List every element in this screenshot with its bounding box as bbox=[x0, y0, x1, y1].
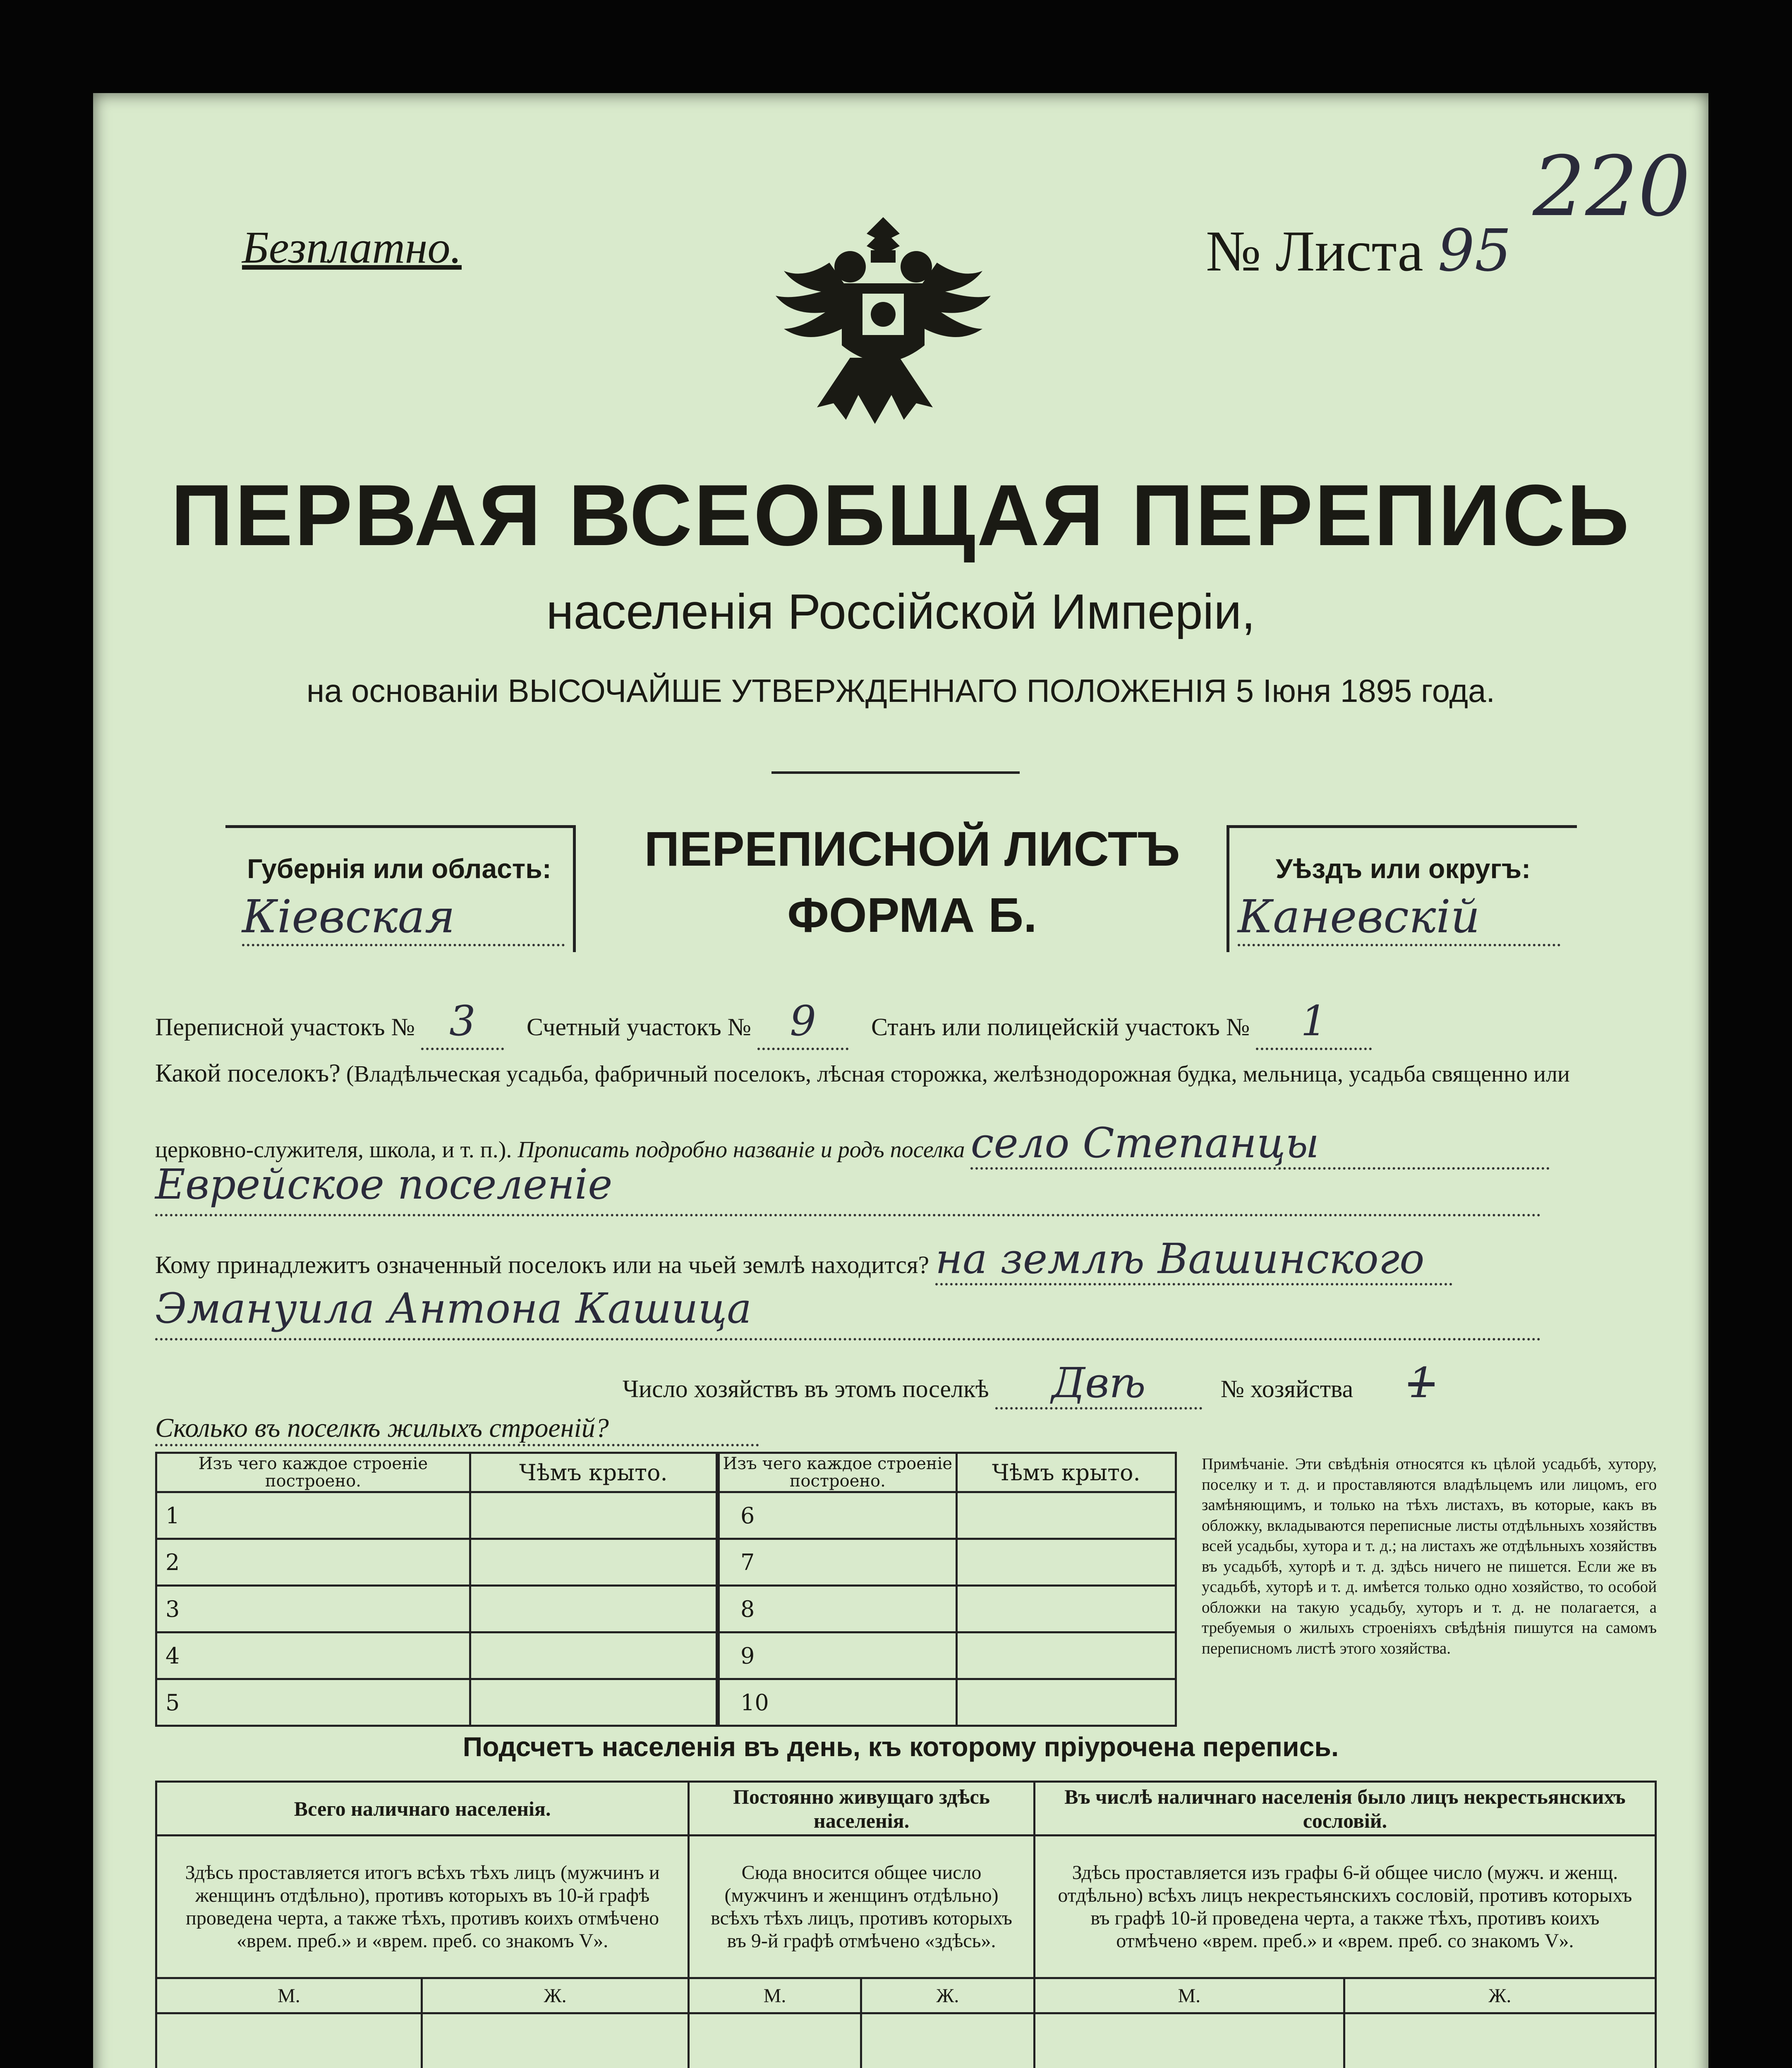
free-label: Безплатно. bbox=[242, 222, 462, 273]
building-roof-cell[interactable] bbox=[956, 1492, 1176, 1539]
note-text: Примѣчаніе. Эти свѣдѣнія относятся къ цѣлой усадьбѣ, хутору, поселку и т. д. и проставляются владѣльцемъ или лицомъ, его замѣняющимъ, и только на тѣхъ листахъ, въ которые, какъ въ обложку, вкладываются переписные листы отдѣльныхъ хозяйствъ всей усадьбы, хутора и т. д.; на листахъ же отдѣльныхъ хозяйствъ въ усадьбѣ, хуторѣ и т. д. здѣсь ничего не пишется. Если же въ усадьбѣ, хуторѣ и т. д. имѣется только одно хозяйство, то особой обложки на такую усадьбу, хуторъ и т. д. не полагается, а требуемыя о жилыхъ строеніяхъ свѣдѣнія пишутся на самомъ переписномъ листѣ этого хозяйства. bbox=[1202, 1455, 1657, 1657]
building-roof-cell[interactable] bbox=[956, 1539, 1176, 1586]
building-row-num: 2 bbox=[156, 1539, 470, 1586]
building-roof-cell[interactable] bbox=[470, 1492, 716, 1539]
count-cell[interactable] bbox=[422, 2013, 688, 2068]
building-roof-cell[interactable] bbox=[470, 1632, 716, 1679]
building-row-num: 1 bbox=[156, 1492, 470, 1539]
schet-value: 9 bbox=[757, 995, 848, 1050]
count-header-present: Всего наличнаго населенія. bbox=[156, 1782, 689, 1836]
settlement-hint2: церковно-служителя, школа, и т. п.). bbox=[155, 1137, 512, 1163]
col-male: М. bbox=[1034, 1978, 1344, 2013]
building-row-num: 10 bbox=[719, 1679, 957, 1726]
col-material: Изъ чего каждое строеніе построено. bbox=[719, 1453, 957, 1492]
sheet-number-value: 95 bbox=[1437, 217, 1512, 285]
owner-value2: Эмануила Антона Кашица bbox=[155, 1284, 1541, 1340]
sheet-number-label: № Листа bbox=[1206, 219, 1423, 283]
count-cell[interactable] bbox=[1344, 2013, 1655, 2068]
households-count-value: Двѣ bbox=[995, 1359, 1202, 1410]
col-roof: Чѣмъ крыто. bbox=[956, 1453, 1176, 1492]
stan-label: Станъ или полицейскій участокъ № bbox=[871, 1013, 1250, 1041]
building-roof-cell[interactable] bbox=[956, 1679, 1176, 1726]
count-desc-nonpeasant: Здѣсь проставляется изъ графы 6-й общее число (мужч. и женщ. отдѣльно) всѣхъ лицъ некрестьянскихъ сословій, противъ которыхъ въ графѣ 10-й проведена черта, а также тѣхъ, противъ коихъ отмѣчено «врем. преб.» и «врем. преб. со знакомъ V». bbox=[1034, 1836, 1655, 1978]
count-desc-permanent: Сюда вносится общее число (мужчинъ и женщинъ отдѣльно) всѣхъ тѣхъ лицъ, противъ которыхъ въ 9-й графѣ отмѣчено «здѣсь». bbox=[689, 1836, 1035, 1978]
census-sheet bbox=[93, 93, 1708, 2068]
divider bbox=[771, 771, 1020, 774]
double-headed-eagle-icon bbox=[767, 201, 999, 432]
households-count-label: Число хозяйствъ въ этомъ поселкѣ bbox=[623, 1375, 989, 1403]
districts-line bbox=[155, 995, 1562, 1050]
settlement-hint1: (Владѣльческая усадьба, фабричный поселокъ, лѣсная сторожка, желѣзнодорожная будка, мельница, усадьба священно или bbox=[346, 1061, 1570, 1087]
stan-value: 1 bbox=[1256, 995, 1372, 1050]
col-female: Ж. bbox=[422, 1978, 688, 2013]
count-cell[interactable] bbox=[861, 2013, 1034, 2068]
main-title: ПЕРВАЯ ВСЕОБЩАЯ ПЕРЕПИСЬ bbox=[170, 467, 1631, 564]
basis-line: на основаніи ВЫСОЧАЙШЕ УТВЕРЖДЕННАГО ПОЛОЖЕНІЯ 5 Іюня 1895 года. bbox=[306, 673, 1495, 709]
buildings-table-right bbox=[718, 1452, 1177, 1727]
corner-number: 220 bbox=[1533, 139, 1691, 235]
building-roof-cell[interactable] bbox=[956, 1632, 1176, 1679]
households-no-label: № хозяйства bbox=[1220, 1375, 1354, 1403]
gubernia-box bbox=[225, 825, 576, 952]
building-row-num: 8 bbox=[719, 1586, 957, 1632]
count-desc-present: Здѣсь проставляется итогъ всѣхъ тѣхъ лицъ (мужчинъ и женщинъ отдѣльно), противъ которыхъ въ 10-й графѣ проведена черта, а также тѣхъ, противъ коихъ отмѣчено «врем. преб.» и «врем. преб. со знакомъ V». bbox=[156, 1836, 689, 1978]
households-line bbox=[623, 1359, 1615, 1410]
col-male: М. bbox=[689, 1978, 861, 2013]
building-row-num: 6 bbox=[719, 1492, 957, 1539]
settlement-question-label: Какой поселокъ? bbox=[155, 1059, 340, 1087]
col-female: Ж. bbox=[1344, 1978, 1655, 2013]
count-table bbox=[155, 1781, 1657, 2068]
settlement-value2: Еврейское поселеніе bbox=[155, 1160, 1541, 1216]
settlement-value1: село Степанцы bbox=[970, 1119, 1550, 1170]
building-row-num: 7 bbox=[719, 1539, 957, 1586]
building-roof-cell[interactable] bbox=[956, 1586, 1176, 1632]
count-section-title: Подсчетъ населенія въ день, къ которому пріурочена перепись. bbox=[462, 1731, 1339, 1762]
uezd-value: Каневскій bbox=[1238, 890, 1560, 946]
subtitle: населенія Россійской Имперіи, bbox=[546, 584, 1255, 639]
building-roof-cell[interactable] bbox=[470, 1539, 716, 1586]
gubernia-value: Кіевская bbox=[242, 890, 565, 946]
col-roof: Чѣмъ крыто. bbox=[470, 1453, 716, 1492]
buildings-title: Сколько въ поселкѣ жилыхъ строеній? bbox=[155, 1412, 759, 1446]
settlement-question bbox=[155, 1057, 1644, 1090]
form-name: ПЕРЕПИСНОЙ ЛИСТЪ bbox=[644, 822, 1180, 876]
col-material: Изъ чего каждое строеніе построено. bbox=[156, 1453, 470, 1492]
count-cell[interactable] bbox=[156, 2013, 422, 2068]
uezd-label: Уѣздъ или округъ: bbox=[1275, 853, 1531, 884]
households-no-value: 1 bbox=[1408, 1359, 1435, 1407]
count-cell[interactable] bbox=[689, 2013, 861, 2068]
gubernia-label: Губернія или область: bbox=[247, 853, 551, 884]
building-row-num: 3 bbox=[156, 1586, 470, 1632]
settlement-hint3: Прописать подробно названіе и родъ поселка bbox=[517, 1137, 965, 1163]
owner-question: Кому принадлежитъ означенный поселокъ или на чьей землѣ находится? bbox=[155, 1251, 930, 1278]
sheet-number bbox=[1206, 217, 1512, 285]
buildings-table-left bbox=[155, 1452, 718, 1727]
building-roof-cell[interactable] bbox=[470, 1679, 716, 1726]
col-male: М. bbox=[156, 1978, 422, 2013]
building-row-num: 9 bbox=[719, 1632, 957, 1679]
schet-label: Счетный участокъ № bbox=[526, 1013, 752, 1041]
count-header-nonpeasant: Въ числѣ наличнаго населенія было лицъ некрестьянскихъ сословій. bbox=[1034, 1782, 1655, 1836]
perepis-value: 3 bbox=[421, 995, 504, 1050]
building-roof-cell[interactable] bbox=[470, 1586, 716, 1632]
building-row-num: 5 bbox=[156, 1679, 470, 1726]
owner-line bbox=[155, 1235, 1603, 1285]
count-cell[interactable] bbox=[1034, 2013, 1344, 2068]
perepis-label: Переписной участокъ № bbox=[155, 1013, 415, 1041]
col-female: Ж. bbox=[861, 1978, 1034, 2013]
form-type: ФОРМА Б. bbox=[787, 888, 1037, 943]
uezd-box bbox=[1227, 825, 1577, 952]
owner-value1: на землѣ Вашинского bbox=[935, 1235, 1452, 1285]
building-row-num: 4 bbox=[156, 1632, 470, 1679]
count-header-permanent: Постоянно живущаго здѣсь населенія. bbox=[689, 1782, 1035, 1836]
